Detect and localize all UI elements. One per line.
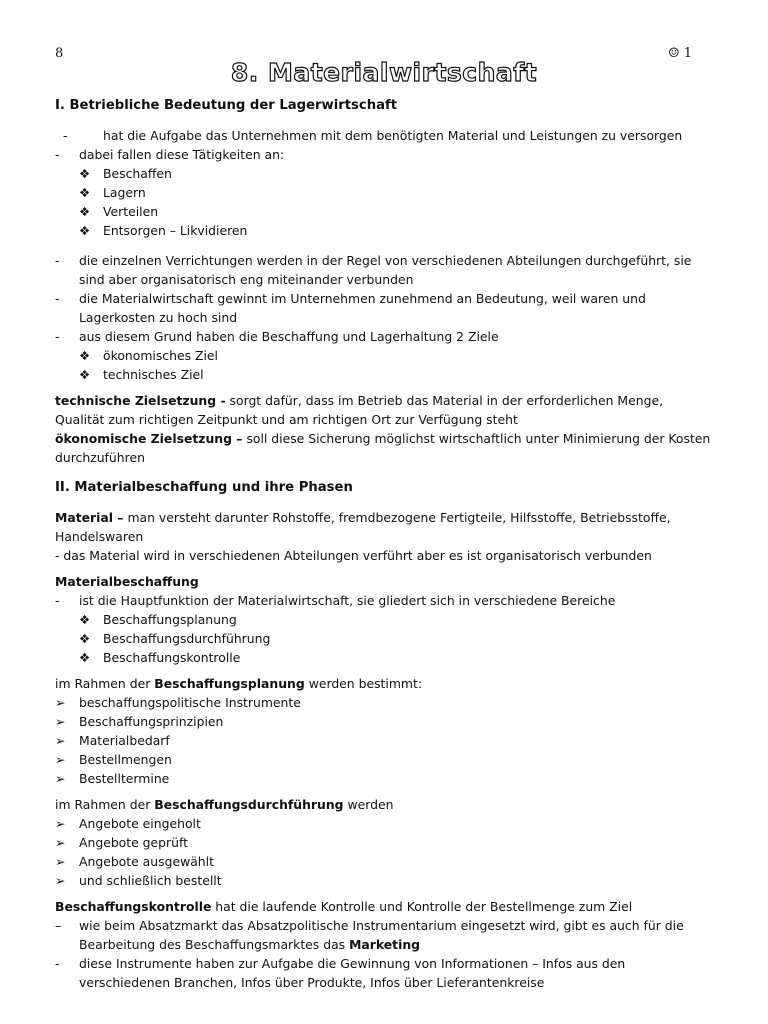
section-2-heading: II. Materialbeschaffung und ihre Phasen bbox=[55, 480, 353, 495]
diamond-bullet-icon: ❖ bbox=[79, 223, 91, 238]
material-definition: Material – man versteht darunter Rohstoffe, fremdbezogene Fertigteile, Hilfsstoffe, Betriebsstoffe, Handelswaren - das Material wird in verschiedenen Abteilungen verführt aber es ist organisatorisch verbunden bbox=[55, 510, 671, 563]
list-item: - ist die Hauptfunktion der Materialwirtschaft, sie gliedert sich in verschiedene Bereiche bbox=[55, 593, 616, 608]
list-item: - dabei fallen diese Tätigkeiten an: bbox=[55, 147, 285, 162]
list-item: ❖ Verteilen bbox=[79, 204, 159, 219]
arrow-bullet-icon: ➢ bbox=[55, 816, 66, 831]
list-item: ➢ Materialbedarf bbox=[55, 733, 170, 748]
list-item: ➢ Angebote geprüft bbox=[55, 835, 188, 850]
document-body bbox=[55, 96, 715, 992]
arrow-bullet-icon: ➢ bbox=[55, 695, 66, 710]
list-item: ➢ Bestellmengen bbox=[55, 752, 172, 767]
list-item: ❖ ökonomisches Ziel bbox=[79, 348, 218, 363]
arrow-bullet-icon: ➢ bbox=[55, 714, 66, 729]
diamond-bullet-icon: ❖ bbox=[79, 631, 91, 646]
beschaffungskontrolle-paragraph: Beschaffungskontrolle hat die laufende Kontrolle und Kontrolle der Bestellmenge zum Ziel bbox=[55, 899, 633, 914]
list-item: - hat die Aufgabe das Unternehmen mit dem benötigten Material und Leistungen zu versorgen bbox=[63, 128, 683, 143]
list-item: ❖ Lagern bbox=[79, 185, 146, 200]
list-item: ❖ Beschaffungsplanung bbox=[79, 612, 237, 627]
list-item: - aus diesem Grund haben die Beschaffung und Lagerhaltung 2 Ziele bbox=[55, 329, 499, 344]
list-item: ➢ Angebote ausgewählt bbox=[55, 854, 214, 869]
diamond-bullet-icon: ❖ bbox=[79, 367, 91, 382]
list-item: ➢ beschaffungspolitische Instrumente bbox=[55, 695, 301, 710]
arrow-bullet-icon: ➢ bbox=[55, 854, 66, 869]
arrow-bullet-icon: ➢ bbox=[55, 733, 66, 748]
oekonomische-zielsetzung-paragraph: ökonomische Zielsetzung – soll diese Sicherung möglichst wirtschaftlich unter Minimierung der Kosten durchzuführen bbox=[55, 431, 711, 465]
list-item: - die Materialwirtschaft gewinnt im Unternehmen zunehmend an Bedeutung, weil waren und Lagerkosten zu hoch sind bbox=[55, 291, 646, 325]
diamond-bullet-icon: ❖ bbox=[79, 612, 91, 627]
list-item: – wie beim Absatzmarkt das Absatzpolitische Instrumentarium eingesetzt wird, gibt es auch für die Bearbeitung des Beschaffungsmarktes das Marketing bbox=[55, 918, 684, 952]
list-item: ❖ technisches Ziel bbox=[79, 367, 204, 382]
page-number-right: ☺ 1 bbox=[668, 46, 693, 61]
list-item: ❖ Entsorgen – Likvidieren bbox=[79, 223, 248, 238]
diamond-bullet-icon: ❖ bbox=[79, 166, 91, 181]
section-1-heading: I. Betriebliche Bedeutung der Lagerwirtschaft bbox=[55, 98, 398, 113]
arrow-bullet-icon: ➢ bbox=[55, 752, 66, 767]
list-item: ➢ und schließlich bestellt bbox=[55, 873, 222, 888]
arrow-bullet-icon: ➢ bbox=[55, 873, 66, 888]
diamond-bullet-icon: ❖ bbox=[79, 650, 91, 665]
page-number-left: 8 bbox=[55, 46, 64, 61]
list-item: - diese Instrumente haben zur Aufgabe die Gewinnung von Informationen – Infos aus den verschiedenen Branchen, Infos über Produkte, Infos über Lieferantenkreise bbox=[55, 956, 626, 990]
arrow-bullet-icon: ➢ bbox=[55, 771, 66, 786]
diamond-bullet-icon: ❖ bbox=[79, 185, 91, 200]
list-item: ❖ Beschaffungskontrolle bbox=[79, 650, 241, 665]
diamond-bullet-icon: ❖ bbox=[79, 348, 91, 363]
list-item: ➢ Angebote eingeholt bbox=[55, 816, 201, 831]
list-item: - die einzelnen Verrichtungen werden in der Regel von verschiedenen Abteilungen durchgeführt, sie sind aber organisatorisch eng miteinander verbunden bbox=[55, 253, 692, 287]
list-item: ❖ Beschaffungsdurchführung bbox=[79, 631, 271, 646]
diamond-bullet-icon: ❖ bbox=[79, 204, 91, 219]
beschaffungsplanung-intro: im Rahmen der Beschaffungsplanung werden bestimmt: bbox=[55, 676, 423, 691]
page-title: 8. Materialwirtschaft bbox=[230, 58, 538, 87]
list-item: ➢ Bestelltermine bbox=[55, 771, 170, 786]
arrow-bullet-icon: ➢ bbox=[55, 835, 66, 850]
list-item: ❖ Beschaffen bbox=[79, 166, 172, 181]
materialbeschaffung-heading: Materialbeschaffung bbox=[55, 574, 199, 589]
technische-zielsetzung-paragraph: technische Zielsetzung - sorgt dafür, dass im Betrieb das Material in der erforderlichen Menge, Qualität zum richtigen Zeitpunkt und am richtigen Ort zur Verfügung steht bbox=[55, 393, 664, 427]
beschaffungsdurchfuehrung-intro: im Rahmen der Beschaffungsdurchführung werden bbox=[55, 797, 394, 812]
list-item: ➢ Beschaffungsprinzipien bbox=[55, 714, 224, 729]
